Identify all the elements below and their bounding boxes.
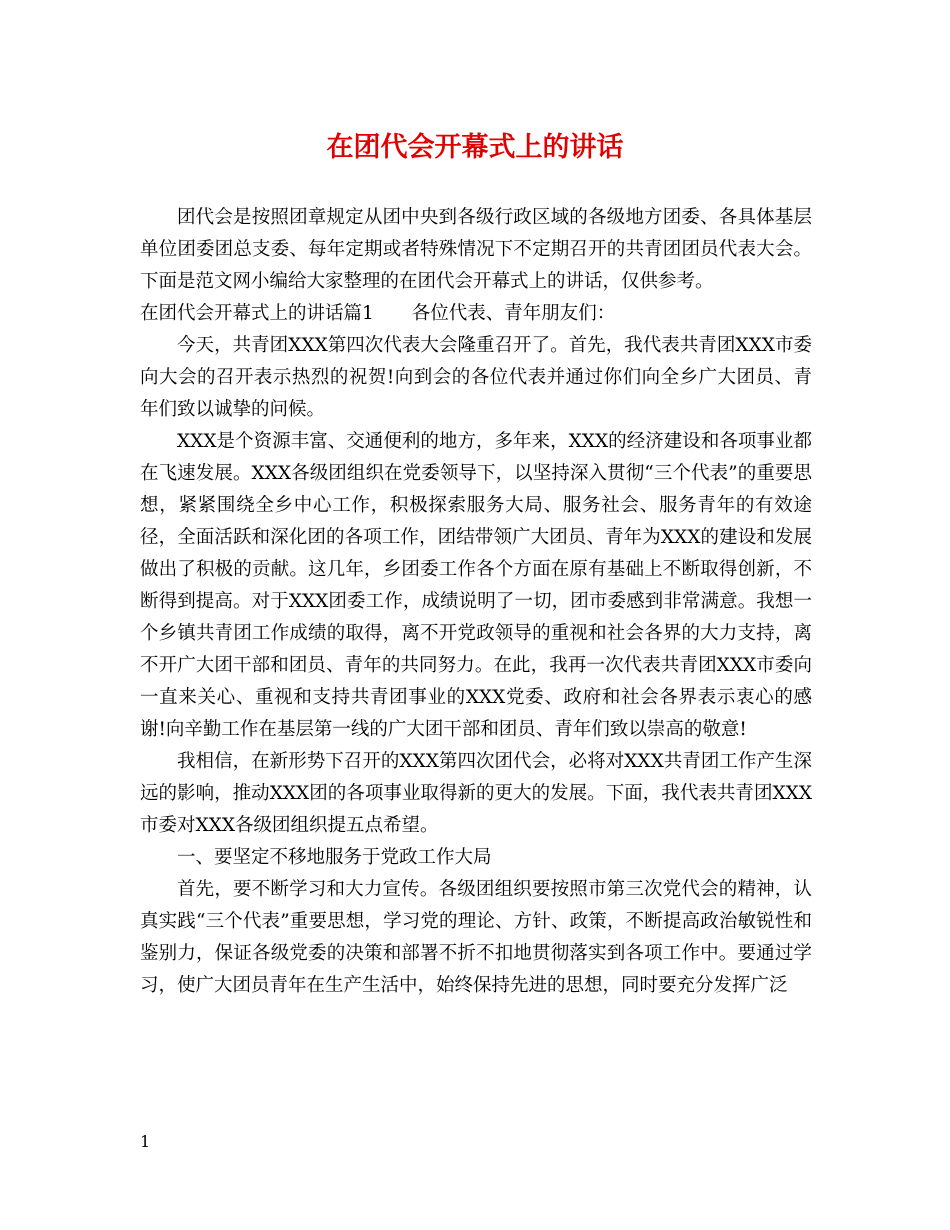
body-paragraph: 我相信，在新形势下召开的XXX第四次团代会，必将对XXX共青团工作产生深远的影响，推动XXX团的各项事业取得新的更大的发展。下面，我代表共青团XXX市委对XXX各级团组织提五点希望。 — [140, 751, 812, 836]
greeting: 各位代表、青年朋友们： — [411, 303, 616, 324]
section-title: 在团代会开幕式上的讲话篇1 — [140, 303, 374, 324]
document-body — [140, 202, 812, 1002]
subheading: 一、要坚定不移地服务于党政工作大局 — [177, 847, 492, 868]
intro-paragraph: 团代会是按照团章规定从团中央到各级行政区域的各级地方团委、各具体基层单位团委团总支委、每年定期或者特殊情况下不定期召开的共青团团员代表大会。下面是范文网小编给大家整理的在团代会开幕式上的讲话，仅供参考。 — [140, 207, 812, 292]
body-paragraph: 今天，共青团XXX第四次代表大会隆重召开了。首先，我代表共青团XXX市委向大会的召开表示热烈的祝贺!向到会的各位代表并通过你们向全乡广大团员、青年们致以诚挚的问候。 — [140, 335, 812, 420]
section-heading-line — [140, 298, 812, 330]
body-paragraph: 首先，要不断学习和大力宣传。各级团组织要按照市第三次党代会的精神，认真实践“三个代表”重要思想，学习党的理论、方针、政策，不断提高政治敏锐性和鉴别力，保证各级党委的决策和部署不折不扣地贯彻落实到各项工作中。要通过学习，使广大团员青年在生产生活中，始终保持先进的思想，同时要充分发挥广泛 — [140, 879, 812, 996]
document-title: 在团代会开幕式上的讲话 — [326, 132, 624, 163]
body-paragraph: XXX是个资源丰富、交通便利的地方，多年来，XXX的经济建设和各项事业都在飞速发展。XXX各级团组织在党委领导下，以坚持深入贯彻“三个代表”的重要思想，紧紧围绕全乡中心工作，积极探索服务大局、服务社会、服务青年的有效途径，全面活跃和深化团的各项工作，团结带领广大团员、青年为XXX的建设和发展做出了积极的贡献。这几年，乡团委工作各个方面在原有基础上不断取得创新，不断得到提高。对于XXX团委工作，成绩说明了一切，团市委感到非常满意。我想一个乡镇共青团工作成绩的取得，离不开党政领导的重视和社会各界的大力支持，离不开广大团干部和团员、青年的共同努力。在此，我再一次代表共青团XXX市委向一直来关心、重视和支持共青团事业的XXX党委、政府和社会各界表示衷心的感谢!向辛勤工作在基层第一线的广大团干部和团员、青年们致以崇高的敬意! — [140, 431, 812, 740]
page-number: 1 — [140, 1132, 151, 1151]
